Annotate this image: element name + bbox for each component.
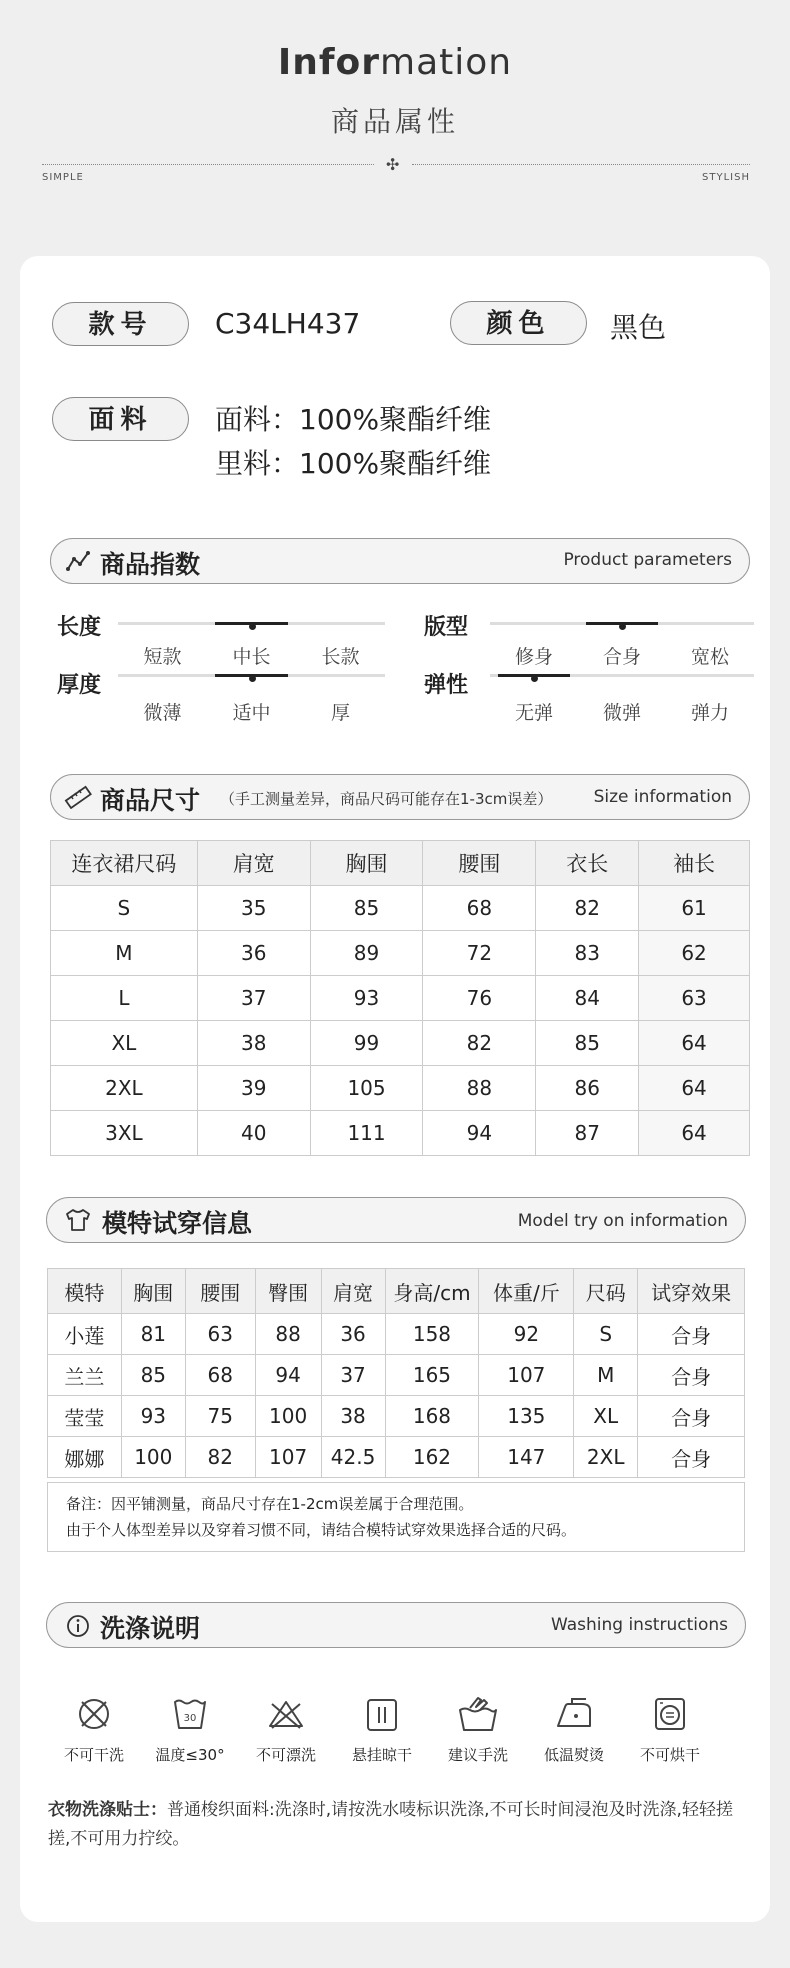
model-cell: 93: [121, 1396, 185, 1437]
size-table-row: [51, 931, 750, 976]
model-cell: 合身: [638, 1314, 745, 1355]
size-info-note: （手工测量差异，商品尺码可能存在1-3cm误差）: [220, 790, 553, 808]
model-cell: 135: [479, 1396, 574, 1437]
size-table: [50, 840, 750, 1156]
tag-stylish: STYLISH: [702, 172, 750, 183]
washing-tip: [48, 1796, 754, 1854]
param-option: 厚: [330, 702, 350, 724]
model-cell: 88: [255, 1314, 321, 1355]
param-label: 版型: [424, 615, 469, 640]
size-table-header: [51, 841, 750, 886]
wash-item: [622, 1694, 718, 1764]
tshirt-icon: [64, 1208, 92, 1232]
wash-label: 悬挂晾干: [351, 1746, 412, 1764]
param-option: 无弹: [514, 702, 553, 724]
wash-item: [46, 1694, 142, 1764]
wash-label: 建议手洗: [447, 1746, 508, 1764]
divider-right: [412, 164, 750, 165]
size-cell: 64: [639, 1111, 750, 1156]
hang-dry-icon: [362, 1694, 402, 1734]
size-cell: 68: [423, 886, 536, 931]
low-iron-icon: [552, 1694, 596, 1734]
size-cell: S: [51, 886, 198, 931]
model-cell: 36: [321, 1314, 385, 1355]
size-cell: 99: [310, 1021, 423, 1066]
model-cell: 小莲: [48, 1314, 122, 1355]
model-header-cell: 肩宽: [321, 1269, 385, 1314]
size-cell: 37: [197, 976, 310, 1021]
size-cell: 86: [536, 1066, 639, 1111]
model-cell: 合身: [638, 1437, 745, 1478]
size-table-row: [51, 1021, 750, 1066]
washing-title: 洗涤说明: [100, 1614, 201, 1643]
model-table: [47, 1268, 745, 1478]
size-cell: M: [51, 931, 198, 976]
model-cell: 107: [479, 1355, 574, 1396]
page-title-en: Information: [277, 42, 513, 83]
size-cell: 64: [639, 1066, 750, 1111]
trend-icon: [66, 550, 92, 572]
param-option: 修身: [514, 646, 553, 668]
model-cell: 100: [121, 1437, 185, 1478]
size-cell: 39: [197, 1066, 310, 1111]
model-cell: 38: [321, 1396, 385, 1437]
model-table-row: [48, 1355, 745, 1396]
model-info-title: 模特试穿信息: [102, 1209, 253, 1238]
model-header-cell: 试穿效果: [638, 1269, 745, 1314]
model-cell: 63: [185, 1314, 255, 1355]
wash-label: 不可干洗: [63, 1746, 124, 1764]
fabric-line-1: 面料：100%聚酯纤维: [215, 403, 492, 436]
wash-item: [334, 1694, 430, 1764]
model-cell: 147: [479, 1437, 574, 1478]
model-cell: 37: [321, 1355, 385, 1396]
size-table-row: [51, 1066, 750, 1111]
page-title-cn: 商品属性: [330, 105, 459, 138]
washing-title-en: Washing instructions: [550, 1615, 728, 1635]
model-header-cell: 模特: [48, 1269, 122, 1314]
model-cell: 94: [255, 1355, 321, 1396]
size-cell: 85: [536, 1021, 639, 1066]
size-cell: 61: [639, 886, 750, 931]
model-note: [47, 1482, 745, 1552]
washing-tip-text: 普通梭织面料:洗涤时,请按洗水唛标识洗涤,不可长时间浸泡及时洗涤,轻轻搓搓,不可用力拧绞。: [48, 1800, 733, 1849]
size-table-row: [51, 886, 750, 931]
size-cell: 88: [423, 1066, 536, 1111]
style-number-value: C34LH437: [215, 307, 361, 340]
model-header-cell: 体重/斤: [479, 1269, 574, 1314]
size-cell: 93: [310, 976, 423, 1021]
param-selected-dot: [249, 623, 256, 630]
size-cell: XL: [51, 1021, 198, 1066]
model-cell: XL: [574, 1396, 638, 1437]
model-cell: 合身: [638, 1396, 745, 1437]
svg-text:30: 30: [183, 1713, 197, 1724]
info-icon: [66, 1614, 90, 1638]
model-cell: 42.5: [321, 1437, 385, 1478]
wash-label: 不可烘干: [639, 1746, 700, 1764]
size-header-cell: 肩宽: [197, 841, 310, 886]
model-cell: 85: [121, 1355, 185, 1396]
size-cell: 62: [639, 931, 750, 976]
size-cell: L: [51, 976, 198, 1021]
model-cell: 娜娜: [48, 1437, 122, 1478]
size-cell: 105: [310, 1066, 423, 1111]
no-bleach-icon: [266, 1694, 306, 1734]
size-cell: 40: [197, 1111, 310, 1156]
size-cell: 63: [639, 976, 750, 1021]
model-table-header: [48, 1269, 745, 1314]
size-cell: 72: [423, 931, 536, 976]
ruler-icon: [64, 785, 92, 809]
wash-item: [142, 1694, 238, 1764]
size-cell: 82: [536, 886, 639, 931]
model-cell: 165: [385, 1355, 479, 1396]
model-header-cell: 腰围: [185, 1269, 255, 1314]
size-header-cell: 连衣裙尺码: [51, 841, 198, 886]
size-header-cell: 袖长: [639, 841, 750, 886]
model-cell: 82: [185, 1437, 255, 1478]
fabric-line-2: 里料：100%聚酯纤维: [215, 447, 492, 480]
param-selected-dot: [531, 675, 538, 682]
param-option: 中长: [232, 646, 271, 668]
no-tumble-dry-icon: [650, 1694, 690, 1734]
size-cell: 36: [197, 931, 310, 976]
model-table-row: [48, 1396, 745, 1437]
size-cell: 38: [197, 1021, 310, 1066]
model-header-cell: 尺码: [574, 1269, 638, 1314]
size-info-title-en: Size information: [593, 787, 732, 807]
model-header-cell: 胸围: [121, 1269, 185, 1314]
model-cell: 合身: [638, 1355, 745, 1396]
compass-icon: ✣: [386, 155, 400, 174]
param-option: 短款: [143, 646, 182, 668]
model-cell: 81: [121, 1314, 185, 1355]
wash-icon-row: [46, 1694, 746, 1764]
model-info-title-en: Model try on information: [517, 1211, 728, 1231]
size-info-title: 商品尺寸: [100, 786, 201, 815]
param-option: 微薄: [143, 702, 182, 724]
param-label: 弹性: [424, 673, 469, 698]
model-note-line-2: 由于个人体型差异以及穿着习惯不同，请结合模特试穿效果选择合适的尺码。: [66, 1521, 577, 1539]
style-number-label: 款号: [52, 302, 189, 346]
wash-label: 低温熨烫: [543, 1746, 604, 1764]
param-label: 厚度: [57, 673, 102, 698]
model-note-line-1: 备注：因平铺测量，商品尺寸存在1-2cm误差属于合理范围。: [66, 1495, 474, 1513]
size-cell: 83: [536, 931, 639, 976]
no-dry-clean-icon: [74, 1694, 114, 1734]
param-selected-dot: [619, 623, 626, 630]
model-cell: 158: [385, 1314, 479, 1355]
size-cell: 85: [310, 886, 423, 931]
product-params-title: 商品指数: [100, 550, 201, 579]
divider-left: [42, 164, 374, 165]
size-cell: 84: [536, 976, 639, 1021]
param-option: 微弹: [602, 702, 641, 724]
size-cell: 76: [423, 976, 536, 1021]
size-cell: 2XL: [51, 1066, 198, 1111]
model-cell: 92: [479, 1314, 574, 1355]
fabric-label: 面料: [52, 397, 189, 441]
model-cell: 兰兰: [48, 1355, 122, 1396]
color-value: 黑色: [610, 311, 667, 344]
size-cell: 89: [310, 931, 423, 976]
model-header-cell: 臀围: [255, 1269, 321, 1314]
model-table-row: [48, 1437, 745, 1478]
param-option: 宽松: [690, 646, 729, 668]
param-selected-dot: [249, 675, 256, 682]
color-label: 颜色: [450, 301, 587, 345]
param-label: 长度: [57, 615, 102, 640]
hand-wash-icon: [456, 1694, 500, 1734]
model-cell: 100: [255, 1396, 321, 1437]
wash-label: 不可漂洗: [255, 1746, 316, 1764]
size-cell: 94: [423, 1111, 536, 1156]
param-option: 长款: [321, 646, 360, 668]
wash-item: [526, 1694, 622, 1764]
size-header-cell: 衣长: [536, 841, 639, 886]
param-option: 弹力: [690, 702, 729, 724]
model-table-row: [48, 1314, 745, 1355]
model-cell: 107: [255, 1437, 321, 1478]
size-cell: 82: [423, 1021, 536, 1066]
size-cell: 64: [639, 1021, 750, 1066]
model-header-cell: 身高/cm: [385, 1269, 479, 1314]
model-cell: 75: [185, 1396, 255, 1437]
wash-item: [238, 1694, 334, 1764]
size-header-cell: 胸围: [310, 841, 423, 886]
param-option: 适中: [232, 702, 271, 724]
size-cell: 87: [536, 1111, 639, 1156]
size-cell: 35: [197, 886, 310, 931]
model-cell: 莹莹: [48, 1396, 122, 1437]
size-table-row: [51, 1111, 750, 1156]
param-option: 合身: [602, 646, 641, 668]
product-params-title-en: Product parameters: [563, 550, 732, 570]
model-cell: 2XL: [574, 1437, 638, 1478]
model-cell: 68: [185, 1355, 255, 1396]
model-cell: 162: [385, 1437, 479, 1478]
size-cell: 111: [310, 1111, 423, 1156]
wash-label: 温度≤30°: [155, 1746, 225, 1764]
model-cell: M: [574, 1355, 638, 1396]
washing-tip-label: 衣物洗涤贴士：: [48, 1800, 167, 1820]
wash-item: [430, 1694, 526, 1764]
wash-30-icon: [170, 1694, 210, 1734]
model-cell: 168: [385, 1396, 479, 1437]
size-table-row: [51, 976, 750, 1021]
tag-simple: SIMPLE: [42, 172, 84, 183]
model-cell: S: [574, 1314, 638, 1355]
size-cell: 3XL: [51, 1111, 198, 1156]
size-header-cell: 腰围: [423, 841, 536, 886]
